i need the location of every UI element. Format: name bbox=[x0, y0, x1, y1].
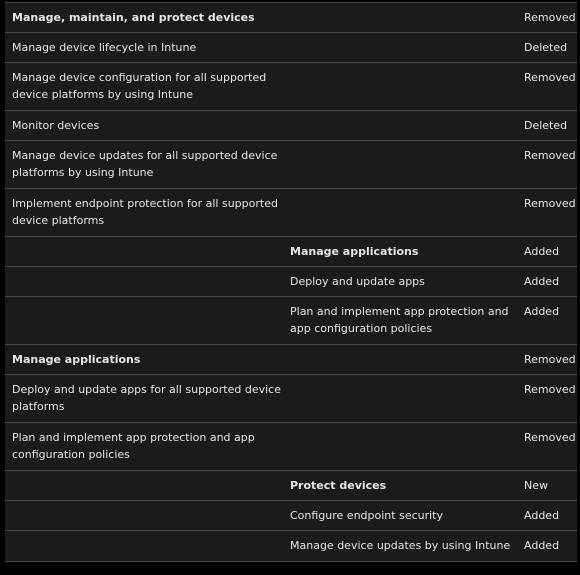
new-skill-cell bbox=[283, 189, 519, 236]
new-skill-cell: Configure endpoint security bbox=[290, 509, 444, 522]
old-skill-cell: Monitor devices bbox=[12, 119, 100, 132]
new-skill-cell: Deploy and update apps bbox=[290, 275, 425, 288]
table-row bbox=[5, 375, 577, 423]
old-skill-cell: Manage device updates for all supported device platforms by using Intune bbox=[12, 149, 278, 179]
old-skill-cell bbox=[5, 501, 283, 530]
status-cell: Deleted bbox=[524, 41, 568, 54]
old-skill-cell: Manage, maintain, and protect devices bbox=[12, 11, 255, 24]
status-cell: Removed bbox=[524, 149, 576, 162]
status-cell: Added bbox=[524, 305, 560, 318]
table-row bbox=[5, 345, 577, 375]
status-cell: Added bbox=[524, 275, 560, 288]
new-skill-cell bbox=[283, 33, 519, 62]
status-cell: Added bbox=[524, 245, 560, 258]
status-cell: Removed bbox=[524, 431, 576, 444]
new-skill-cell bbox=[283, 345, 519, 374]
table-row bbox=[5, 141, 577, 189]
status-cell: Added bbox=[524, 539, 560, 552]
new-skill-cell bbox=[283, 111, 519, 140]
new-skill-cell: Manage device updates by using Intune bbox=[290, 539, 511, 552]
status-cell: Removed bbox=[524, 71, 576, 84]
old-skill-cell bbox=[5, 471, 283, 500]
status-cell: Removed bbox=[524, 353, 576, 366]
status-cell: Removed bbox=[524, 197, 576, 210]
table-row bbox=[5, 33, 577, 63]
new-skill-cell bbox=[283, 423, 519, 470]
table-row bbox=[5, 267, 577, 297]
status-cell: Added bbox=[524, 509, 560, 522]
table-row bbox=[5, 471, 577, 501]
new-skill-cell bbox=[283, 3, 519, 32]
new-skill-cell bbox=[283, 63, 519, 110]
old-skill-cell: Manage device configuration for all supported device platforms by using Intune bbox=[12, 71, 267, 101]
status-cell: Removed bbox=[524, 11, 576, 24]
old-skill-cell: Implement endpoint protection for all supported device platforms bbox=[12, 197, 278, 227]
new-skill-cell: Plan and implement app protection and app configuration policies bbox=[290, 305, 509, 335]
old-skill-cell bbox=[5, 237, 283, 266]
table-row bbox=[5, 501, 577, 531]
table-row bbox=[5, 63, 577, 111]
skills-change-table bbox=[5, 2, 577, 562]
old-skill-cell: Manage device lifecycle in Intune bbox=[12, 41, 197, 54]
table-row bbox=[5, 423, 577, 471]
new-skill-cell bbox=[283, 141, 519, 188]
old-skill-cell bbox=[5, 267, 283, 296]
old-skill-cell: Manage applications bbox=[12, 353, 141, 366]
new-skill-cell: Protect devices bbox=[290, 479, 387, 492]
table-row bbox=[5, 237, 577, 267]
table-row bbox=[5, 3, 577, 33]
old-skill-cell bbox=[5, 531, 283, 561]
table-row bbox=[5, 111, 577, 141]
table-row bbox=[5, 189, 577, 237]
old-skill-cell: Plan and implement app protection and app configuration policies bbox=[12, 431, 255, 461]
table-row bbox=[5, 531, 577, 561]
status-cell: Removed bbox=[524, 383, 576, 396]
new-skill-cell: Manage applications bbox=[290, 245, 419, 258]
old-skill-cell bbox=[5, 297, 283, 344]
table-row bbox=[5, 297, 577, 345]
new-skill-cell bbox=[283, 375, 519, 422]
old-skill-cell: Deploy and update apps for all supported device platforms bbox=[12, 383, 281, 413]
status-cell: New bbox=[524, 479, 548, 492]
status-cell: Deleted bbox=[524, 119, 568, 132]
